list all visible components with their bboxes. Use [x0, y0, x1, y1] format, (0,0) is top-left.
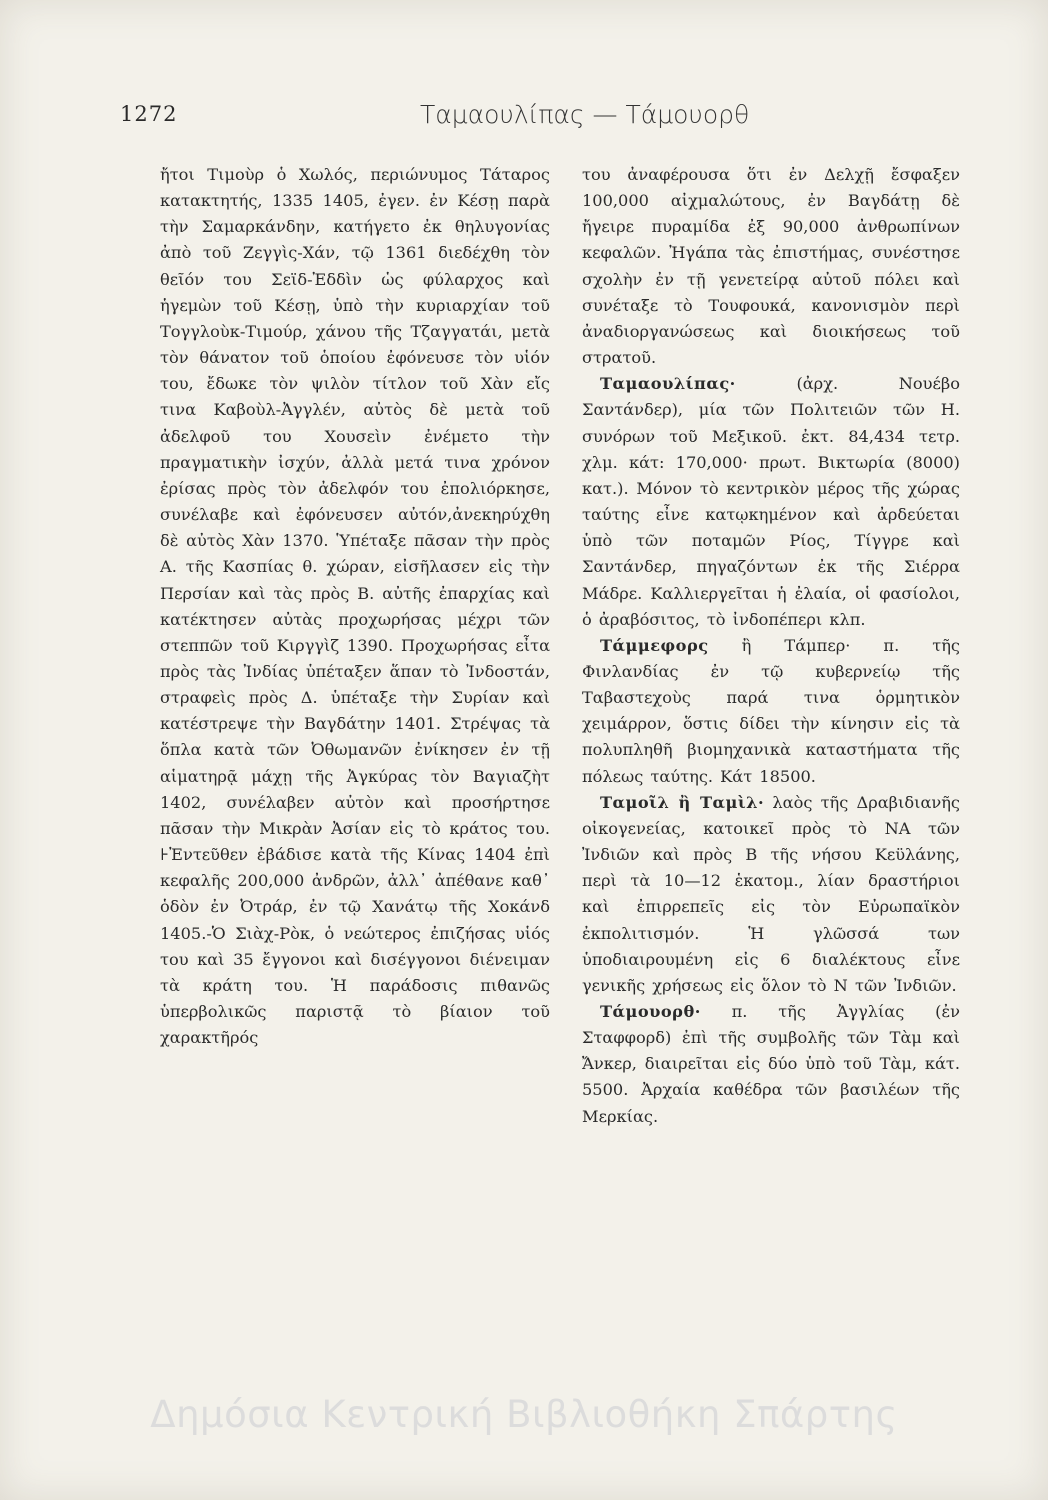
running-head: Ταμαουλίπας — Τάμουορθ [420, 100, 750, 129]
page-header [120, 98, 940, 138]
library-watermark: Δημόσια Κεντρική Βιβλιοθήκη Σπάρτης [150, 1393, 898, 1436]
headword-tamworth: Τάμουορθ· [600, 1002, 701, 1021]
entry-tamaulipas [582, 371, 960, 633]
left-column [160, 162, 550, 1051]
entry-tamil [582, 790, 960, 999]
page-number: 1272 [120, 102, 178, 126]
entry-tammerfors [582, 633, 960, 790]
headword-tammerfors: Τάμμεφορς [600, 635, 709, 655]
entry-tamworth [582, 999, 960, 1130]
headword-tamil: Ταμοῖλ ἢ Ταμὶλ· [600, 792, 765, 812]
left-paragraph: ἤτοι Τιμοὺρ ὁ Χωλός, περιώνυμος Τάταρος κατακτητής, 1335 1405, ἐγεν. ἐν Κέσῃ παρὰ τὴν Σαμαρκάνδην, κατήγετο ἐκ θηλυγονίας ἀπὸ τοῦ Ζεγγὶς-Χάν, τῷ 1361 διεδέχθη τὸν θεῖόν του Σεϊδ-Ἐδδὶν ὡς φύλαρχος καὶ ἡγεμὼν τοῦ Κέσῃ, ὑπὸ τὴν κυριαρχίαν τοῦ Τογγλοὺκ-Τιμούρ, χάνου τῆς Τζαγγατάι, μετὰ τὸν θάνατον τοῦ ὁποίου ἐφόνευσε τὸν υἱόν του, ἔδωκε τὸν ψιλὸν τίτλον τοῦ Χὰν εἴς τινα Καβοὺλ-Ἀγγλέν, αὐτὸς δὲ μετὰ τοῦ ἀδελφοῦ του Χουσεὶν ἐνέμετο τὴν πραγματικὴν ἰσχύν, ἀλλὰ μετά τινα χρόνον ἐρίσας πρὸς τὸν ἀδελφόν του ἐπολιόρκησε, συνέλαβε καὶ ἐφόνευσεν αὐτόν,ἀνεκηρύχθη δὲ αὐτὸς Χὰν 1370. Ὑπέταξε πᾶσαν τὴν πρὸς Α. τῆς Κασπίας θ. χώραν, εἰσῆλασεν εἰς τὴν Περσίαν καὶ τὰς πρὸς Β. αὐτῆς ἐπαρχίας καὶ κατέκτησεν αὐτὰς προχωρήσας μέχρι τῶν στεππῶν τοῦ Κιργγὶζ 1390. Προχωρήσας εἶτα πρὸς τὰς Ἰνδίας ὑπέταξεν ἅπαν τὸ Ἰνδοστάν, στραφεὶς πρὸς Δ. ὑπέταξε τὴν Συρίαν καὶ κατέστρεψε τὴν Βαγδάτην 1401. Στρέψας τὰ ὅπλα κατὰ τῶν Ὀθωμανῶν ἐνίκησεν ἐν τῇ αἱματηρᾷ μάχῃ τῆς Ἀγκύρας τὸν Βαγιαζὴτ 1402, συνέλαβεν αὐτὸν καὶ προσήρτησε πᾶσαν τὴν Μικρὰν Ἀσίαν εἰς τὸ κράτος του. ⊦Ἐντεῦθεν ἐβάδισε κατὰ τῆς Κίνας 1404 ἐπὶ κεφαλῆς 200,000 ἀνδρῶν, ἀλλ᾽ ἀπέθανε καθ᾽ ὁδὸν ἐν Ὀτράρ, ἐν τῷ Χανάτῳ τῆς Χοκάνδ 1405.-Ὁ Σιὰχ-Ρὸκ, ὁ νεώτερος ἐπιζήσας υἱός του καὶ 35 ἔγγονοι καὶ δισέγγονοι διένειμαν τὰ κράτη του. Ἡ παράδοσις πιθανῶς ὑπερβολικῶς παριστᾷ τὸ βίαιον τοῦ χαρακτῆρός [160, 165, 550, 1048]
right-column [582, 162, 960, 1130]
entry-body-tamworth: π. τῆς Ἀγγλίας (ἐν Σταφφορδ) ἐπὶ τῆς συμβολῆς τῶν Τὰμ καὶ Ἄνκερ, διαιρεῖται εἰς δύο ὑπὸ τοῦ Τὰμ, κάτ. 5500. Ἀρχαία καθέδρα τῶν βασιλέων τῆς Μερκίας. [582, 1002, 960, 1126]
headword-tamaulipas: Ταμαουλίπας· [600, 374, 736, 394]
entry-body-tammerfors: ἢ Τάμπερ· π. τῆς Φινλανδίας ἐν τῷ κυβερνείῳ τῆς Ταβαστεχοὺς παρά τινα ὁρμητικὸν χειμάρρον, ὅστις δίδει τὴν κίνησιν εἰς τὰ πολυπληθῆ βιομηχανικὰ καταστήματα τῆς πόλεως ταύτης. Κάτ 18500. [582, 635, 960, 786]
right-continuation-paragraph: του ἀναφέρουσα ὅτι ἐν Δελχῇ ἔσφαξεν 100,000 αἰχμαλώτους, ἐν Βαγδάτῃ δὲ ἤγειρε πυραμίδα ἐξ 90,000 ἀνθρωπίνων κεφαλῶν. Ἠγάπα τὰς ἐπιστήμας, συνέστησε σχολὴν ἐν τῇ γενετείρᾳ αὐτοῦ πόλει καὶ συνέταξε τὸ Τουφουκά, κανονισμὸν περὶ ἀναδιοργανώσεως καὶ διοικήσεως τοῦ στρατοῦ. [582, 165, 960, 368]
entry-body-tamaulipas: (ἀρχ. Νουέβο Σαντάνδερ), μία τῶν Πολιτειῶν τῶν Η. συνόρων τοῦ Μεξικοῦ. ἐκτ. 84,434 τετρ. χλμ. κάτ: 170,000· πρωτ. Βικτωρία (8000) κατ.). Μόνον τὸ κεντρικὸν μέρος τῆς χώρας ταύτης εἶνε κατῳκημένον καὶ ἀρδεύεται ὑπὸ τῶν ποταμῶν Ρίος, Τίγγρε καὶ Σαντάνδερ, πηγαζόντων ἐκ τῆς Σιέρρα Μάδρε. Καλλιεργεῖται ἡ ἐλαία, οἱ φασίολοι, ὁ ἀραβόσιτος, τὸ ἰνδοπέπερι κλπ. [582, 374, 960, 629]
entry-body-tamil: λαὸς τῆς Δραβιδιανῆς οἰκογενείας, κατοικεῖ πρὸς τὸ ΝΑ τῶν Ἰνδιῶν καὶ πρὸς Β τῆς νήσου Κεϋλάνης, περὶ τὰ 10—12 ἑκατομ., λίαν δραστήριοι καὶ ἐπιρρεπεῖς εἰς τὸν Εὐρωπαϊκὸν ἐκπολιτισμόν. Ἡ γλῶσσά των ὑποδιαιρουμένη εἰς 6 διαλέκτους εἶνε γενικῆς χρήσεως εἰς ὅλον τὸ Ν τῶν Ἰνδιῶν. [582, 792, 960, 995]
